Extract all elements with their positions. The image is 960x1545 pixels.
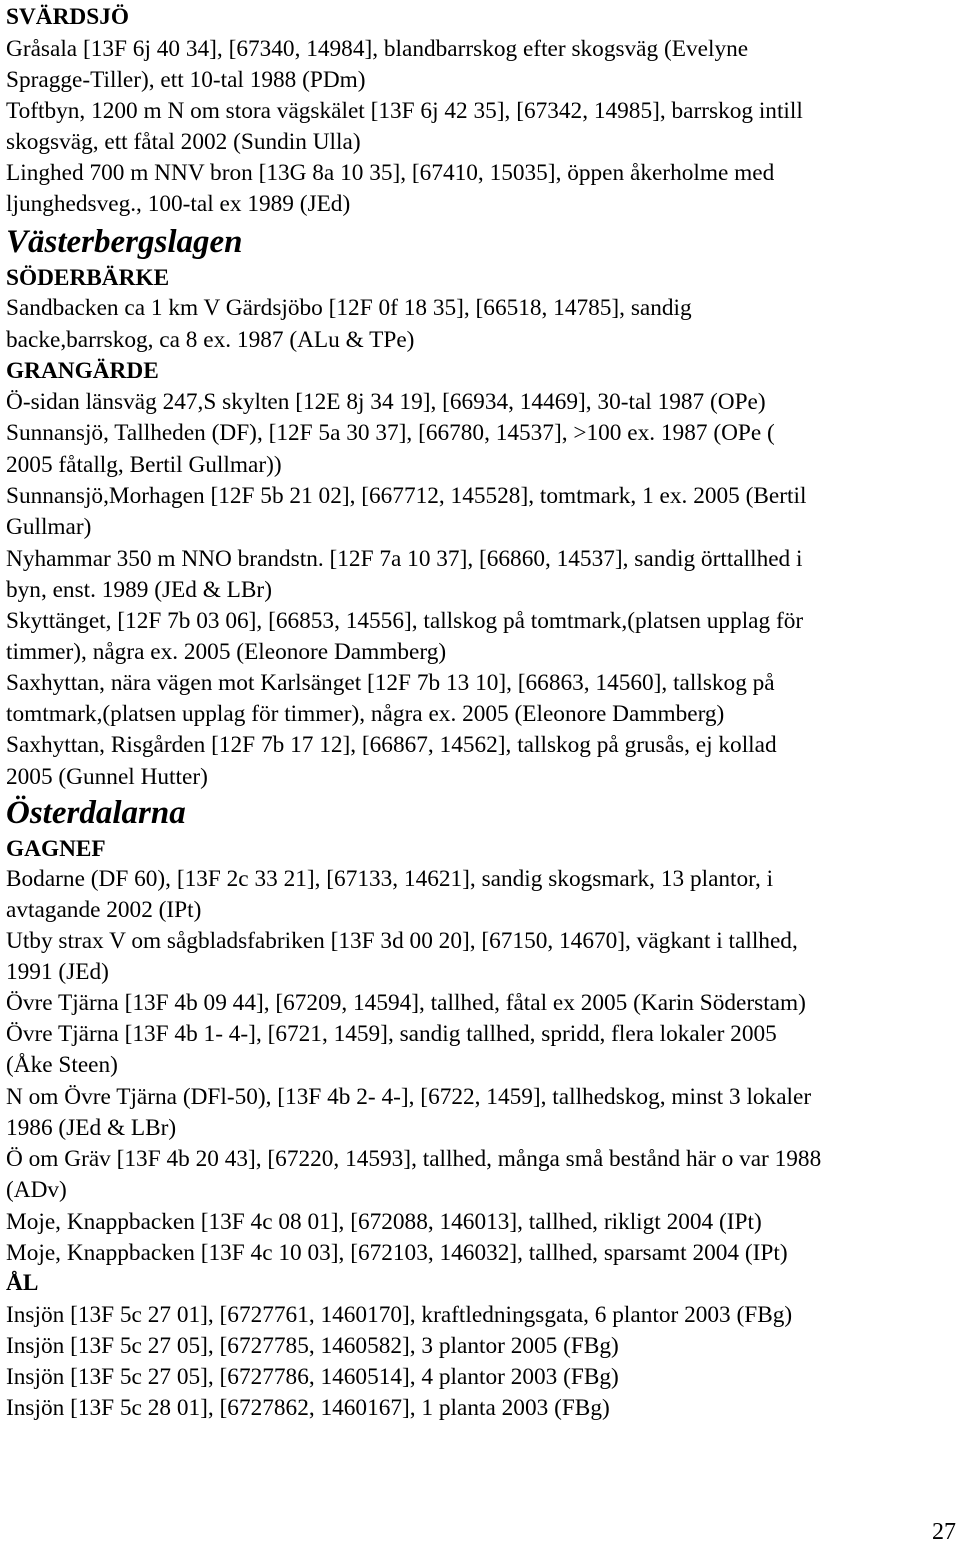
entry-line: Bodarne (DF 60), [13F 2c 33 21], [67133, 14621], sandig skogsmark, 13 plantor, i — [6, 866, 774, 892]
entry-line: 1991 (JEd) — [6, 959, 109, 985]
entry-line: 2005 (Gunnel Hutter) — [6, 764, 208, 790]
entry-line: Linghed 700 m NNV bron [13G 8a 10 35], [67410, 15035], öppen åkerholme med — [6, 160, 775, 186]
entry-line: avtagande 2002 (IPt) — [6, 897, 202, 923]
entry-line: Sunnansjö,Morhagen [12F 5b 21 02], [667712, 145528], tomtmark, 1 ex. 2005 (Bertil — [6, 483, 807, 509]
region-heading: Västerbergslagen — [6, 224, 243, 260]
entry-line: Övre Tjärna [13F 4b 09 44], [67209, 14594], tallhed, fåtal ex 2005 (Karin Söderstam) — [6, 990, 806, 1016]
entry-line: N om Övre Tjärna (DFl-50), [13F 4b 2- 4-], [6722, 1459], tallhedskog, minst 3 lokaler — [6, 1084, 812, 1110]
entry-line: byn, enst. 1989 (JEd & LBr) — [6, 577, 272, 603]
entry-line: skogsväg, ett fåtal 2002 (Sundin Ulla) — [6, 129, 361, 155]
entry-line: Skyttänget, [12F 7b 03 06], [66853, 14556], tallskog på tomtmark,(platsen upplag för — [6, 608, 804, 634]
entry-line: Sandbacken ca 1 km V Gärdsjöbo [12F 0f 18 35], [66518, 14785], sandig — [6, 295, 692, 321]
parish-heading: GAGNEF — [6, 836, 106, 862]
entry-line: Insjön [13F 5c 27 05], [6727786, 1460514], 4 plantor 2003 (FBg) — [6, 1364, 619, 1390]
parish-heading: SÖDERBÄRKE — [6, 265, 170, 291]
entry-line: Sunnansjö, Tallheden (DF), [12F 5a 30 37], [66780, 14537], >100 ex. 1987 (OPe ( — [6, 420, 775, 446]
region-heading: Österdalarna — [6, 795, 186, 831]
parish-heading: ÅL — [6, 1270, 39, 1296]
entry-line: Ö om Gräv [13F 4b 20 43], [67220, 14593], tallhed, många små bestånd här o var 1988 — [6, 1146, 822, 1172]
entry-line: ljunghedsveg., 100-tal ex 1989 (JEd) — [6, 191, 351, 217]
entry-line: Insjön [13F 5c 27 01], [6727761, 1460170], kraftledningsgata, 6 plantor 2003 (FBg) — [6, 1302, 793, 1328]
entry-line: Utby strax V om sågbladsfabriken [13F 3d 00 20], [67150, 14670], vägkant i tallhed, — [6, 928, 798, 954]
entry-line: Saxhyttan, nära vägen mot Karlsänget [12F 7b 13 10], [66863, 14560], tallskog på — [6, 670, 775, 696]
page-number: 27 — [932, 1519, 956, 1545]
entry-line: Nyhammar 350 m NNO brandstn. [12F 7a 10 37], [66860, 14537], sandig örttallhed i — [6, 546, 803, 572]
entry-line: Ö-sidan länsväg 247,S skylten [12E 8j 34 19], [66934, 14469], 30-tal 1987 (OPe) — [6, 389, 766, 415]
entry-line: Moje, Knappbacken [13F 4c 08 01], [672088, 146013], tallhed, rikligt 2004 (IPt) — [6, 1209, 762, 1235]
entry-line: Toftbyn, 1200 m N om stora vägskälet [13F 6j 42 35], [67342, 14985], barrskog intill — [6, 98, 803, 124]
entry-line: backe,barrskog, ca 8 ex. 1987 (ALu & TPe) — [6, 327, 415, 353]
entry-line: 1986 (JEd & LBr) — [6, 1115, 177, 1141]
entry-line: (Åke Steen) — [6, 1052, 118, 1078]
entry-line: (ADv) — [6, 1177, 67, 1203]
entry-line: Moje, Knappbacken [13F 4c 10 03], [672103, 146032], tallhed, sparsamt 2004 (IPt) — [6, 1240, 788, 1266]
entry-line: Gullmar) — [6, 514, 92, 540]
entry-line: Saxhyttan, Risgården [12F 7b 17 12], [66867, 14562], tallskog på grusås, ej kollad — [6, 732, 777, 758]
parish-heading: SVÄRDSJÖ — [6, 4, 129, 30]
parish-heading: GRANGÄRDE — [6, 358, 159, 384]
entry-line: 2005 fåtallg, Bertil Gullmar)) — [6, 452, 282, 478]
entry-line: Gråsala [13F 6j 40 34], [67340, 14984], blandbarrskog efter skogsväg (Evelyne — [6, 36, 749, 62]
entry-line: Insjön [13F 5c 28 01], [6727862, 1460167], 1 planta 2003 (FBg) — [6, 1395, 610, 1421]
entry-line: Spragge-Tiller), ett 10-tal 1988 (PDm) — [6, 67, 366, 93]
entry-line: tomtmark,(platsen upplag för timmer), några ex. 2005 (Eleonore Dammberg) — [6, 701, 725, 727]
entry-line: Insjön [13F 5c 27 05], [6727785, 1460582], 3 plantor 2005 (FBg) — [6, 1333, 619, 1359]
entry-line: timmer), några ex. 2005 (Eleonore Dammberg) — [6, 639, 447, 665]
entry-line: Övre Tjärna [13F 4b 1- 4-], [6721, 1459], sandig tallhed, spridd, flera lokaler 2005 — [6, 1021, 777, 1047]
